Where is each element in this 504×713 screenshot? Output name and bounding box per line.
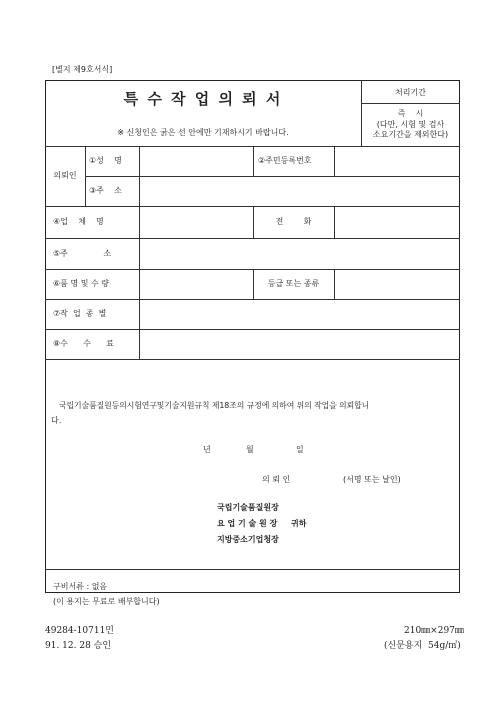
form-code: 49284-10711민 — [45, 626, 114, 636]
recipient-2: 요 업 기 술 원 장 — [217, 519, 278, 528]
grade-field[interactable] — [335, 270, 459, 298]
attachment-label: [별지 제9호서식] — [52, 65, 113, 74]
divider — [45, 569, 460, 570]
instruction-text: ※ 신청인은 굵은 선 안에만 기재하시기 바랍니다. — [117, 128, 289, 137]
name-field[interactable] — [140, 147, 252, 175]
work-type-field[interactable] — [140, 300, 459, 328]
item-quantity-label: ⑥품 명 및 수 량 — [53, 279, 109, 288]
request-statement-line2: 다. — [51, 416, 62, 425]
request-statement-line1: 국립기술품질원등의시험연구및기술지원규칙 제18조의 규정에 의하여 위의 작업을 의뢰합니 — [59, 401, 370, 410]
form-title: 특 수 작 업 의 뢰 서 — [123, 90, 283, 108]
date-year: 년 — [203, 445, 211, 454]
company-address-field[interactable] — [140, 239, 459, 268]
signature-note: (서명 또는 날인) — [343, 475, 401, 484]
company-address-label: ⑤주 소 — [53, 249, 112, 258]
company-label: ④업 체 명 — [53, 217, 104, 226]
recipient-1: 국립기술품질원장 — [217, 503, 279, 512]
free-distribution-note: (이 용지는 무료로 배부합니다) — [53, 597, 160, 606]
id-number-field[interactable] — [335, 147, 459, 175]
id-number-label: ②주민등록번호 — [258, 156, 312, 165]
applicant-address-field[interactable] — [140, 177, 459, 205]
processing-note-1: (다만, 시험 및 검사 — [376, 120, 445, 129]
date-day: 일 — [296, 445, 304, 454]
divider — [361, 103, 460, 104]
recipient-suffix: 귀하 — [291, 519, 307, 528]
approval-date: 91. 12. 28 승인 — [45, 641, 112, 651]
fee-label: ⑧수 수 료 — [53, 339, 114, 348]
divider — [253, 146, 254, 176]
required-documents: 구비서류 : 없음 — [53, 582, 108, 591]
applicant-label: 의뢰인 — [53, 171, 77, 180]
paper-size: 210㎜×297㎜ — [404, 626, 464, 636]
processing-value: 즉 시 — [397, 109, 424, 118]
divider — [45, 359, 460, 360]
requester-label: 의 뢰 인 — [262, 475, 291, 484]
address-label: ③주 소 — [89, 186, 122, 195]
date-month: 월 — [246, 445, 254, 454]
processing-header: 처리기간 — [395, 88, 426, 97]
name-label: ①성 명 — [89, 156, 122, 165]
phone-field[interactable] — [335, 207, 459, 237]
grade-label: 등급 또는 종류 — [267, 279, 320, 288]
processing-note-2: 소요기간을 제외한다) — [372, 130, 449, 139]
fee-field[interactable] — [140, 330, 459, 358]
divider — [85, 146, 86, 206]
company-field[interactable] — [140, 207, 252, 237]
phone-label: 전 화 — [275, 217, 312, 226]
work-type-label: ⑦작 업 종 별 — [53, 309, 107, 318]
item-quantity-field[interactable] — [140, 270, 252, 298]
paper-type: (신문용지 54g/㎡) — [384, 641, 461, 651]
recipient-3: 지방중소기업청장 — [217, 535, 279, 544]
